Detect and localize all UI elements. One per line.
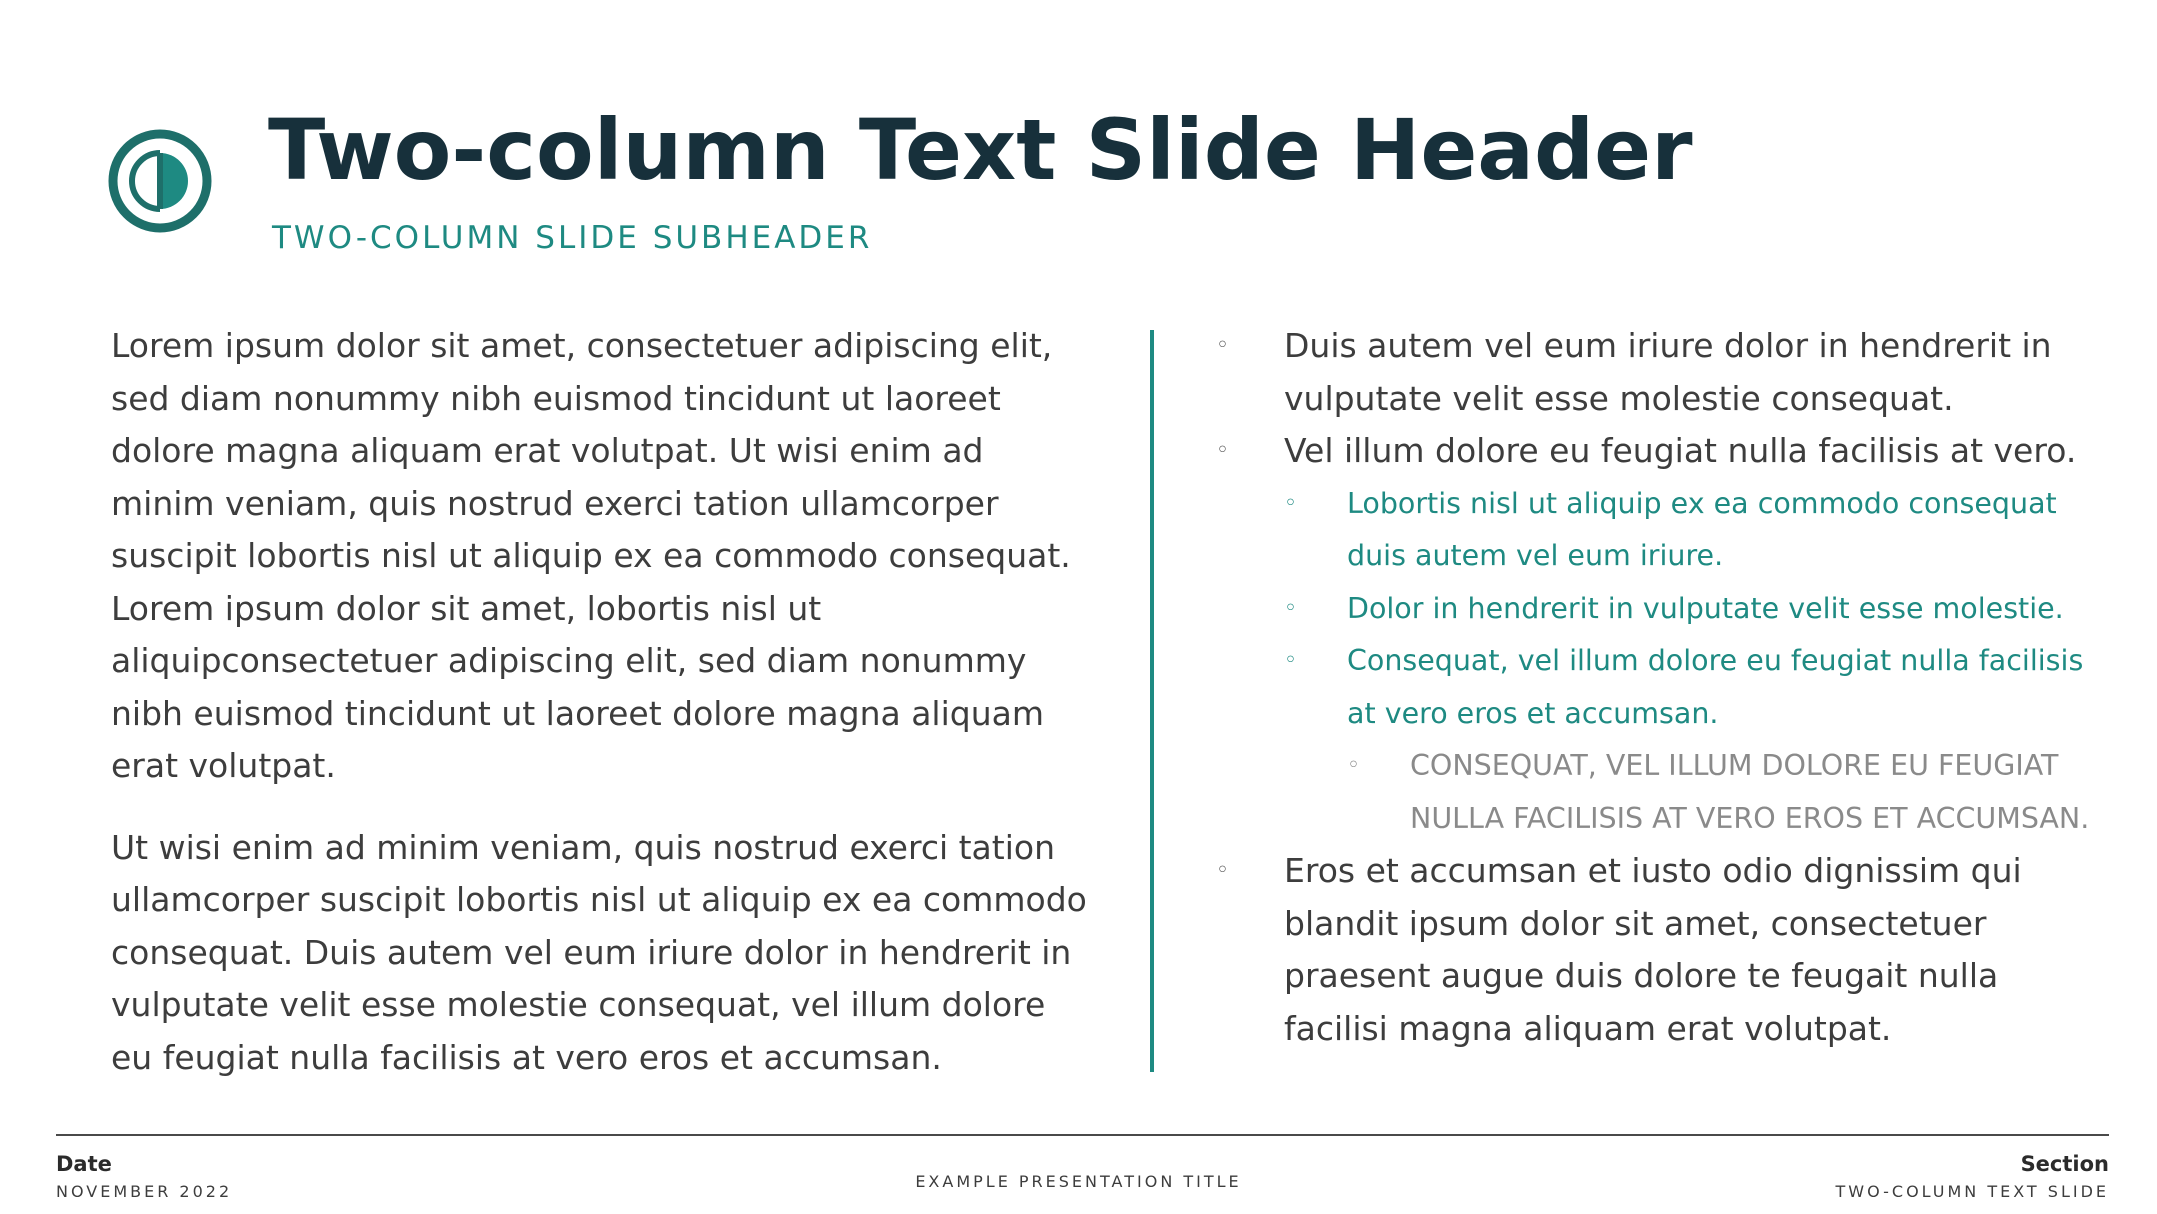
footer-section-value: TWO-COLUMN TEXT SLIDE: [1835, 1182, 2109, 1201]
bullet-text: Duis autem vel eum iriure dolor in hendrerit in vulputate velit esse molestie consequat.: [1284, 326, 2052, 418]
bullet-item-level-2: [1216, 635, 2096, 740]
bullet-icon: ◦: [1216, 858, 1229, 883]
bullet-text: Dolor in hendrerit in vulputate velit esse molestie.: [1347, 591, 2064, 625]
slide-title: Two-column Text Slide Header: [268, 101, 1693, 199]
half-filled-circle-icon: [106, 127, 214, 235]
bullet-text: Vel illum dolore eu feugiat nulla facilisis at vero.: [1284, 431, 2077, 470]
column-divider: [1150, 330, 1154, 1072]
bullet-icon: ◦: [1284, 648, 1297, 673]
footer-date-value: NOVEMBER 2022: [56, 1182, 233, 1201]
bullet-text: CONSEQUAT, VEL ILLUM DOLORE EU FEUGIAT NULLA FACILISIS AT VERO EROS ET ACCUMSAN.: [1410, 749, 2090, 835]
footer-section-block: [1836, 1152, 2110, 1201]
bullet-text: Eros et accumsan et iusto odio dignissim qui blandit ipsum dolor sit amet, consectetuer praesent augue duis dolore te feugait nulla facilisi magna aliquam erat volutpat.: [1284, 851, 2022, 1048]
footer-date-label: Date: [56, 1152, 112, 1176]
bullet-text: Lobortis nisl ut aliquip ex ea commodo consequat duis autem vel eum iriure.: [1347, 486, 2057, 572]
bullet-item-level-2: [1216, 583, 2096, 636]
paragraph: Ut wisi enim ad minim veniam, quis nostrud exerci tation ullamcorper suscipit lobortis nisl ut aliquip ex ea commodo consequat. Duis autem vel eum iriure dolor in hendrerit in vulputate velit esse molestie consequat, vel illum dolore eu feugiat nulla facilisis at vero eros et accumsan.: [111, 827, 1087, 1077]
left-text-column: [111, 320, 1091, 1113]
bullet-text: Consequat, vel illum dolore eu feugiat nulla facilisis at vero eros et accumsan.: [1347, 644, 2084, 730]
footer-section-label: Section: [2020, 1152, 2109, 1176]
bullet-list: [1216, 320, 2096, 1055]
bullet-icon: ◦: [1216, 438, 1229, 463]
slide-subtitle: TWO-COLUMN SLIDE SUBHEADER: [272, 220, 873, 256]
bullet-icon: ◦: [1284, 595, 1297, 621]
bullet-item-level-1: [1216, 320, 2096, 425]
bullet-icon: ◦: [1216, 333, 1229, 358]
bullet-icon: ◦: [1284, 490, 1297, 516]
bullet-item-level-1: [1216, 425, 2096, 478]
paragraph: Lorem ipsum dolor sit amet, consectetuer adipiscing elit, sed diam nonummy nibh euismod tincidunt ut laoreet dolore magna aliquam erat volutpat. Ut wisi enim ad minim veniam, quis nostrud exerci tation ullamcorper suscipit lobortis nisl ut aliquip ex ea commodo consequat. Lorem ipsum dolor sit amet, lobortis nisl ut aliquipconsectetuer adipiscing elit, sed diam nonummy nibh euismod tincidunt ut laoreet dolore magna aliquam erat volutpat.: [111, 326, 1071, 785]
right-bullet-column: [1216, 320, 2096, 1055]
bullet-item-level-1: [1216, 845, 2096, 1055]
footer-presentation-title: EXAMPLE PRESENTATION TITLE: [915, 1172, 1242, 1191]
bullet-item-level-2: [1216, 478, 2096, 583]
bullet-item-level-3: [1216, 740, 2096, 845]
footer-rule: [56, 1134, 2109, 1136]
bullet-icon: ◦: [1347, 753, 1360, 778]
